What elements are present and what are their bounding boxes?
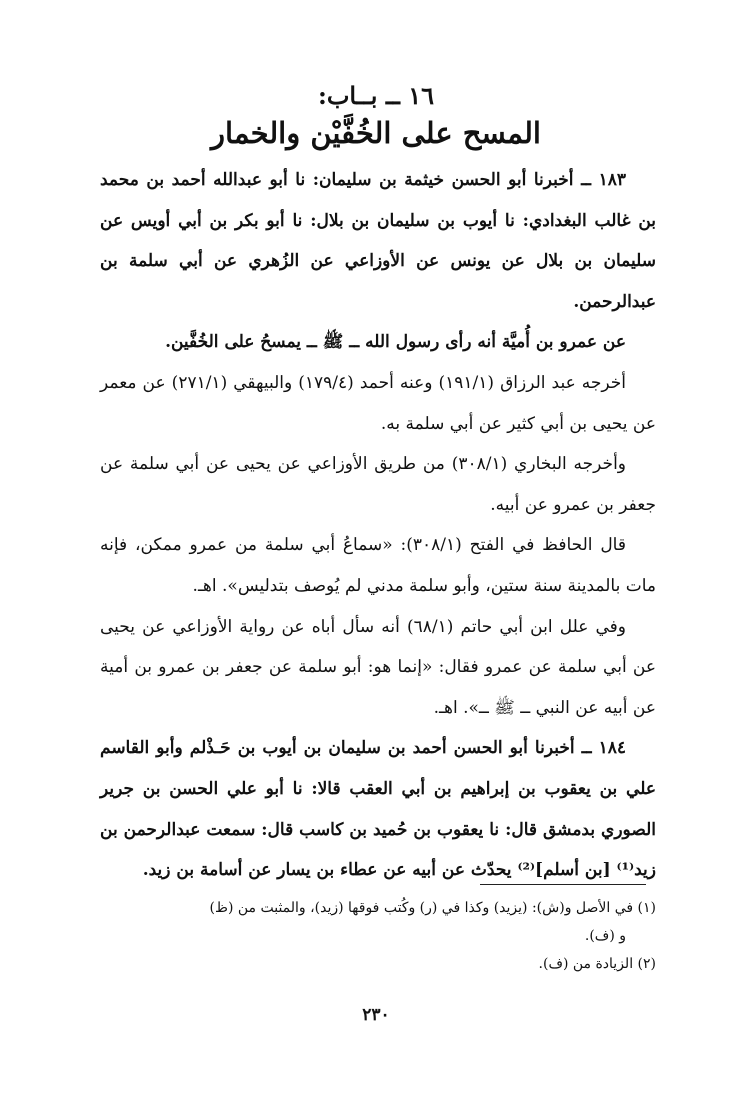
page-number: ٢٣٠ <box>362 1005 390 1025</box>
main-text <box>100 160 656 891</box>
takhrij-bukhari: وأخرجه البخاري (٣٠٨/١) من طريق الأوزاعي عن يحيى عن أبي سلمة عن جعفر بن عمرو عن أبيه. <box>100 454 656 515</box>
hadith-183-matn: عن عمرو بن أُميَّة أنه رأى رسول الله ــ ﷺ ــ يمسحُ على الخُفَّين. <box>165 332 626 353</box>
footnote-1: (١) في الأصل و(ش): (يزيد) وكذا في (ر) وكُتب فوقها (زيد)، والمثبت من (ظ) <box>209 900 656 916</box>
footnote-2: (٢) الزيادة من (ف). <box>538 956 656 972</box>
ilal-ibn-abi-hatim: وفي علل ابن أبي حاتم (٦٨/١) أنه سأل أباه عن رواية الأوزاعي عن يحيى عن أبي سلمة عن عمرو فقال: «إنما هو: أبو سلمة عن جعفر بن عمرو بن أمية عن أبيه عن النبي ــ ﷺ ــ». اهـ. <box>100 616 656 718</box>
takhrij-abdulrazzaq: أخرجه عبد الرزاق (١٩١/١) وعنه أحمد (١٧٩/٤) والبيهقي (٢٧١/١) عن معمر عن يحيى بن أبي كثير عن أبي سلمة به. <box>100 372 656 434</box>
chapter-title: المسح على الخُفَّيْن والخمار <box>211 116 541 150</box>
footnotes <box>100 894 656 978</box>
footnote-separator <box>480 884 646 885</box>
footnote-1-continued: و (ف). <box>584 928 626 944</box>
hafiz-fath-quote: قال الحافظ في الفتح (٣٠٨/١): «سماعُ أبي سلمة من عمرو ممكن، فإنه مات بالمدينة سنة ستين، وأبو سلمة مدني لم يُوصف بتدليس». اهـ. <box>100 535 656 596</box>
hadith-184-isnad: ١٨٤ ــ أخبرنا أبو الحسن أحمد بن سليمان بن أيوب بن حَـذْلم وأبو القاسم علي بن يعقوب بن إبراهيم بن أبي العقب قالا: نا أبو علي الحسن بن جرير الصوري بدمشق قال: نا يعقوب بن حُميد بن كاسب قال: سمعت عبدالرحمن بن زيد⁽¹⁾ [بن أسلم]⁽²⁾ يحدّث عن أبيه عن عطاء بن يسار عن أسامة بن زيد. <box>100 738 656 881</box>
chapter-number: ١٦ ــ بــاب: <box>317 81 435 110</box>
hadith-183-isnad: ١٨٣ ــ أخبرنا أبو الحسن خيثمة بن سليمان: نا أبو عبدالله أحمد بن محمد بن غالب البغدادي: نا أيوب بن سليمان بن بلال: نا أبو بكر بن أبي أويس عن سليمان بن بلال عن يونس عن الأوزاعي عن الزُهري عن أبي سلمة بن عبدالرحمن. <box>100 170 656 312</box>
